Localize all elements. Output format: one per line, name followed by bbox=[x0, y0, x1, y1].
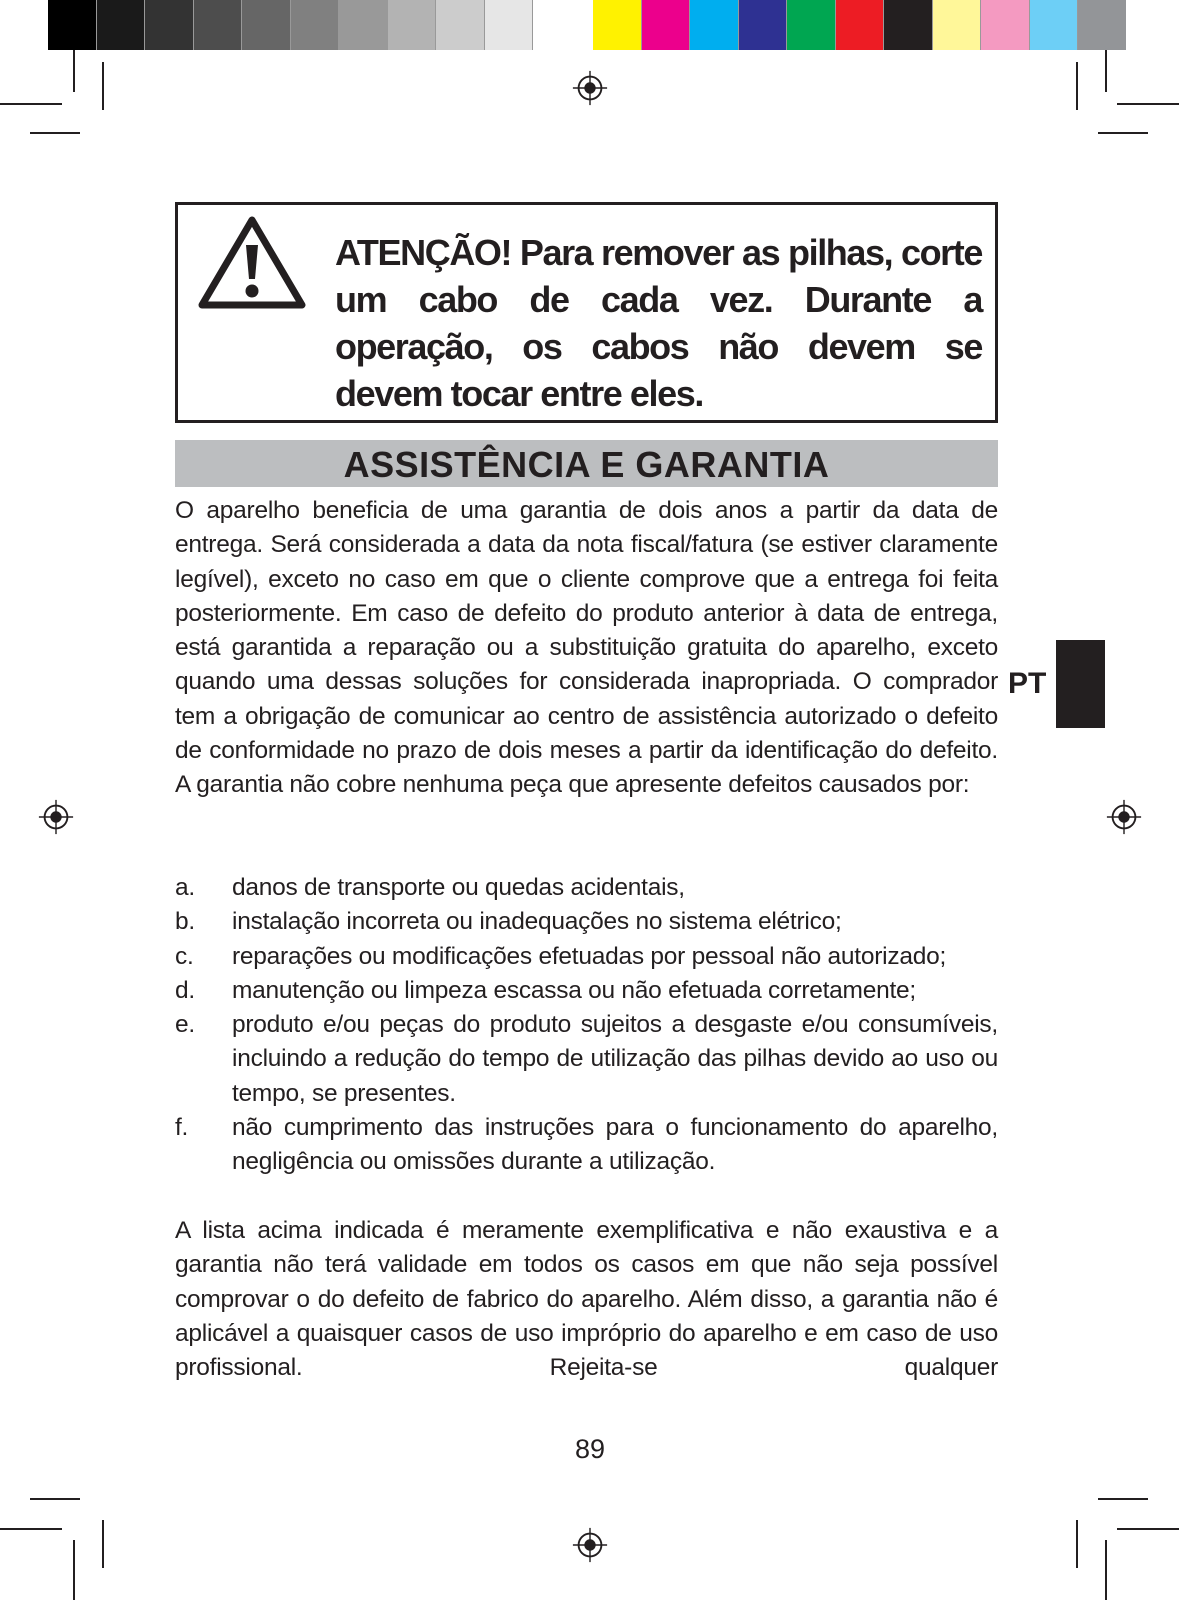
registration-mark-icon bbox=[571, 69, 609, 107]
process-color-bar bbox=[593, 0, 1126, 50]
grayscale-color-bar bbox=[48, 0, 581, 50]
color-swatch bbox=[97, 0, 146, 50]
crop-mark bbox=[102, 1520, 104, 1568]
crop-mark bbox=[73, 1540, 75, 1600]
color-swatch bbox=[884, 0, 933, 50]
language-tab bbox=[1056, 640, 1105, 728]
color-swatch bbox=[339, 0, 388, 50]
list-item-text: produto e/ou peças do produto sujeitos a desgaste e/ou consumíveis, incluindo a redução do tempo de utilização das pilhas devido ao uso ou tempo, se presentes. bbox=[232, 1011, 998, 1107]
list-item-text: danos de transporte ou quedas acidentais, bbox=[232, 874, 685, 901]
page-number: 89 bbox=[574, 1434, 606, 1464]
warranty-paragraph: O aparelho beneficia de uma garantia de dois anos a partir da data de entrega. Será considerada a data da nota fiscal/fatura (se estiver claramente legível), exceto no caso em que o cliente comprove que a entrega foi feita posteriormente. Em caso de defeito do produto anterior à data de entrega, está garantida a reparação ou a substituição gratuita do aparelho, exceto quando uma dessas soluções for considerada inapropriada. O comprador tem a obrigação de comunicar ao centro de assistência autorizado o defeito de conformidade no prazo de dois meses a partir da identificação do defeito. A garantia não cobre nenhuma peça que apresente defeitos causados por: bbox=[175, 497, 998, 799]
color-swatch bbox=[836, 0, 885, 50]
crop-mark bbox=[1105, 50, 1107, 92]
list-item-text: não cumprimento das instruções para o funcionamento do aparelho, negligência ou omissões durante a utilização. bbox=[232, 1114, 998, 1176]
list-item-text: manutenção ou limpeza escassa ou não efetuada corretamente; bbox=[232, 976, 916, 1004]
list-item bbox=[175, 940, 998, 974]
list-marker: e. bbox=[175, 1011, 195, 1039]
registration-mark-icon bbox=[37, 798, 75, 836]
color-swatch bbox=[48, 0, 97, 50]
color-swatch bbox=[1078, 0, 1126, 50]
color-swatch bbox=[388, 0, 437, 50]
crop-mark bbox=[0, 1528, 62, 1530]
color-swatch bbox=[145, 0, 194, 50]
crop-mark bbox=[1105, 1540, 1107, 1600]
color-swatch bbox=[593, 0, 642, 50]
crop-mark bbox=[0, 103, 62, 105]
warning-text: ATENÇÃO! Para remover as pilhas, corte um cabo de cada vez. Durante a operação, os cabos não devem se devem tocar entre eles. bbox=[335, 232, 982, 414]
crop-mark bbox=[1117, 103, 1179, 105]
color-swatch bbox=[787, 0, 836, 50]
list-item bbox=[175, 905, 998, 939]
exclusions-list bbox=[175, 871, 998, 1180]
crop-mark bbox=[1098, 1498, 1148, 1500]
registration-mark-icon bbox=[571, 1526, 609, 1564]
registration-mark-icon bbox=[1105, 798, 1143, 836]
crop-mark bbox=[1098, 132, 1148, 134]
crop-mark bbox=[1076, 1520, 1078, 1568]
crop-mark bbox=[30, 1498, 80, 1500]
section-title: ASSISTÊNCIA E GARANTIA bbox=[175, 440, 998, 487]
crop-mark bbox=[1117, 1528, 1179, 1530]
list-item bbox=[175, 974, 998, 1008]
list-item-text: instalação incorreta ou inadequações no sistema elétrico; bbox=[232, 908, 842, 936]
list-marker: a. bbox=[175, 874, 195, 901]
color-swatch bbox=[739, 0, 788, 50]
language-code: PT bbox=[1008, 667, 1047, 700]
color-swatch bbox=[194, 0, 243, 50]
crop-mark bbox=[73, 50, 75, 92]
color-swatch bbox=[642, 0, 691, 50]
list-item bbox=[175, 1111, 998, 1180]
color-swatch bbox=[436, 0, 485, 50]
color-swatch bbox=[291, 0, 340, 50]
list-marker: b. bbox=[175, 908, 195, 936]
crop-mark bbox=[102, 62, 104, 110]
list-item-text: reparações ou modificações efetuadas por pessoal não autorizado; bbox=[232, 942, 947, 970]
list-marker: c. bbox=[175, 942, 194, 970]
list-item bbox=[175, 871, 998, 905]
warning-box bbox=[175, 202, 998, 423]
list-marker: d. bbox=[175, 976, 195, 1004]
color-swatch bbox=[533, 0, 581, 50]
list-item bbox=[175, 1008, 998, 1111]
color-swatch bbox=[485, 0, 534, 50]
crop-mark bbox=[1076, 62, 1078, 110]
color-swatch bbox=[690, 0, 739, 50]
warning-triangle-icon bbox=[196, 213, 308, 313]
color-swatch bbox=[933, 0, 982, 50]
list-marker: f. bbox=[175, 1114, 189, 1142]
color-swatch bbox=[981, 0, 1030, 50]
crop-mark bbox=[30, 132, 80, 134]
warranty-paragraph-continued: A lista acima indicada é meramente exemplificativa e não exaustiva e a garantia não terá validade em todos os casos em que não seja possível comprovar o do defeito de fabrico do aparelho. Além disso, a garantia não é aplicável a quaisquer casos de uso impróprio do aparelho e em caso de uso profissional. Rejeita-se qualquer bbox=[175, 1217, 998, 1382]
color-swatch bbox=[242, 0, 291, 50]
color-swatch bbox=[1030, 0, 1079, 50]
